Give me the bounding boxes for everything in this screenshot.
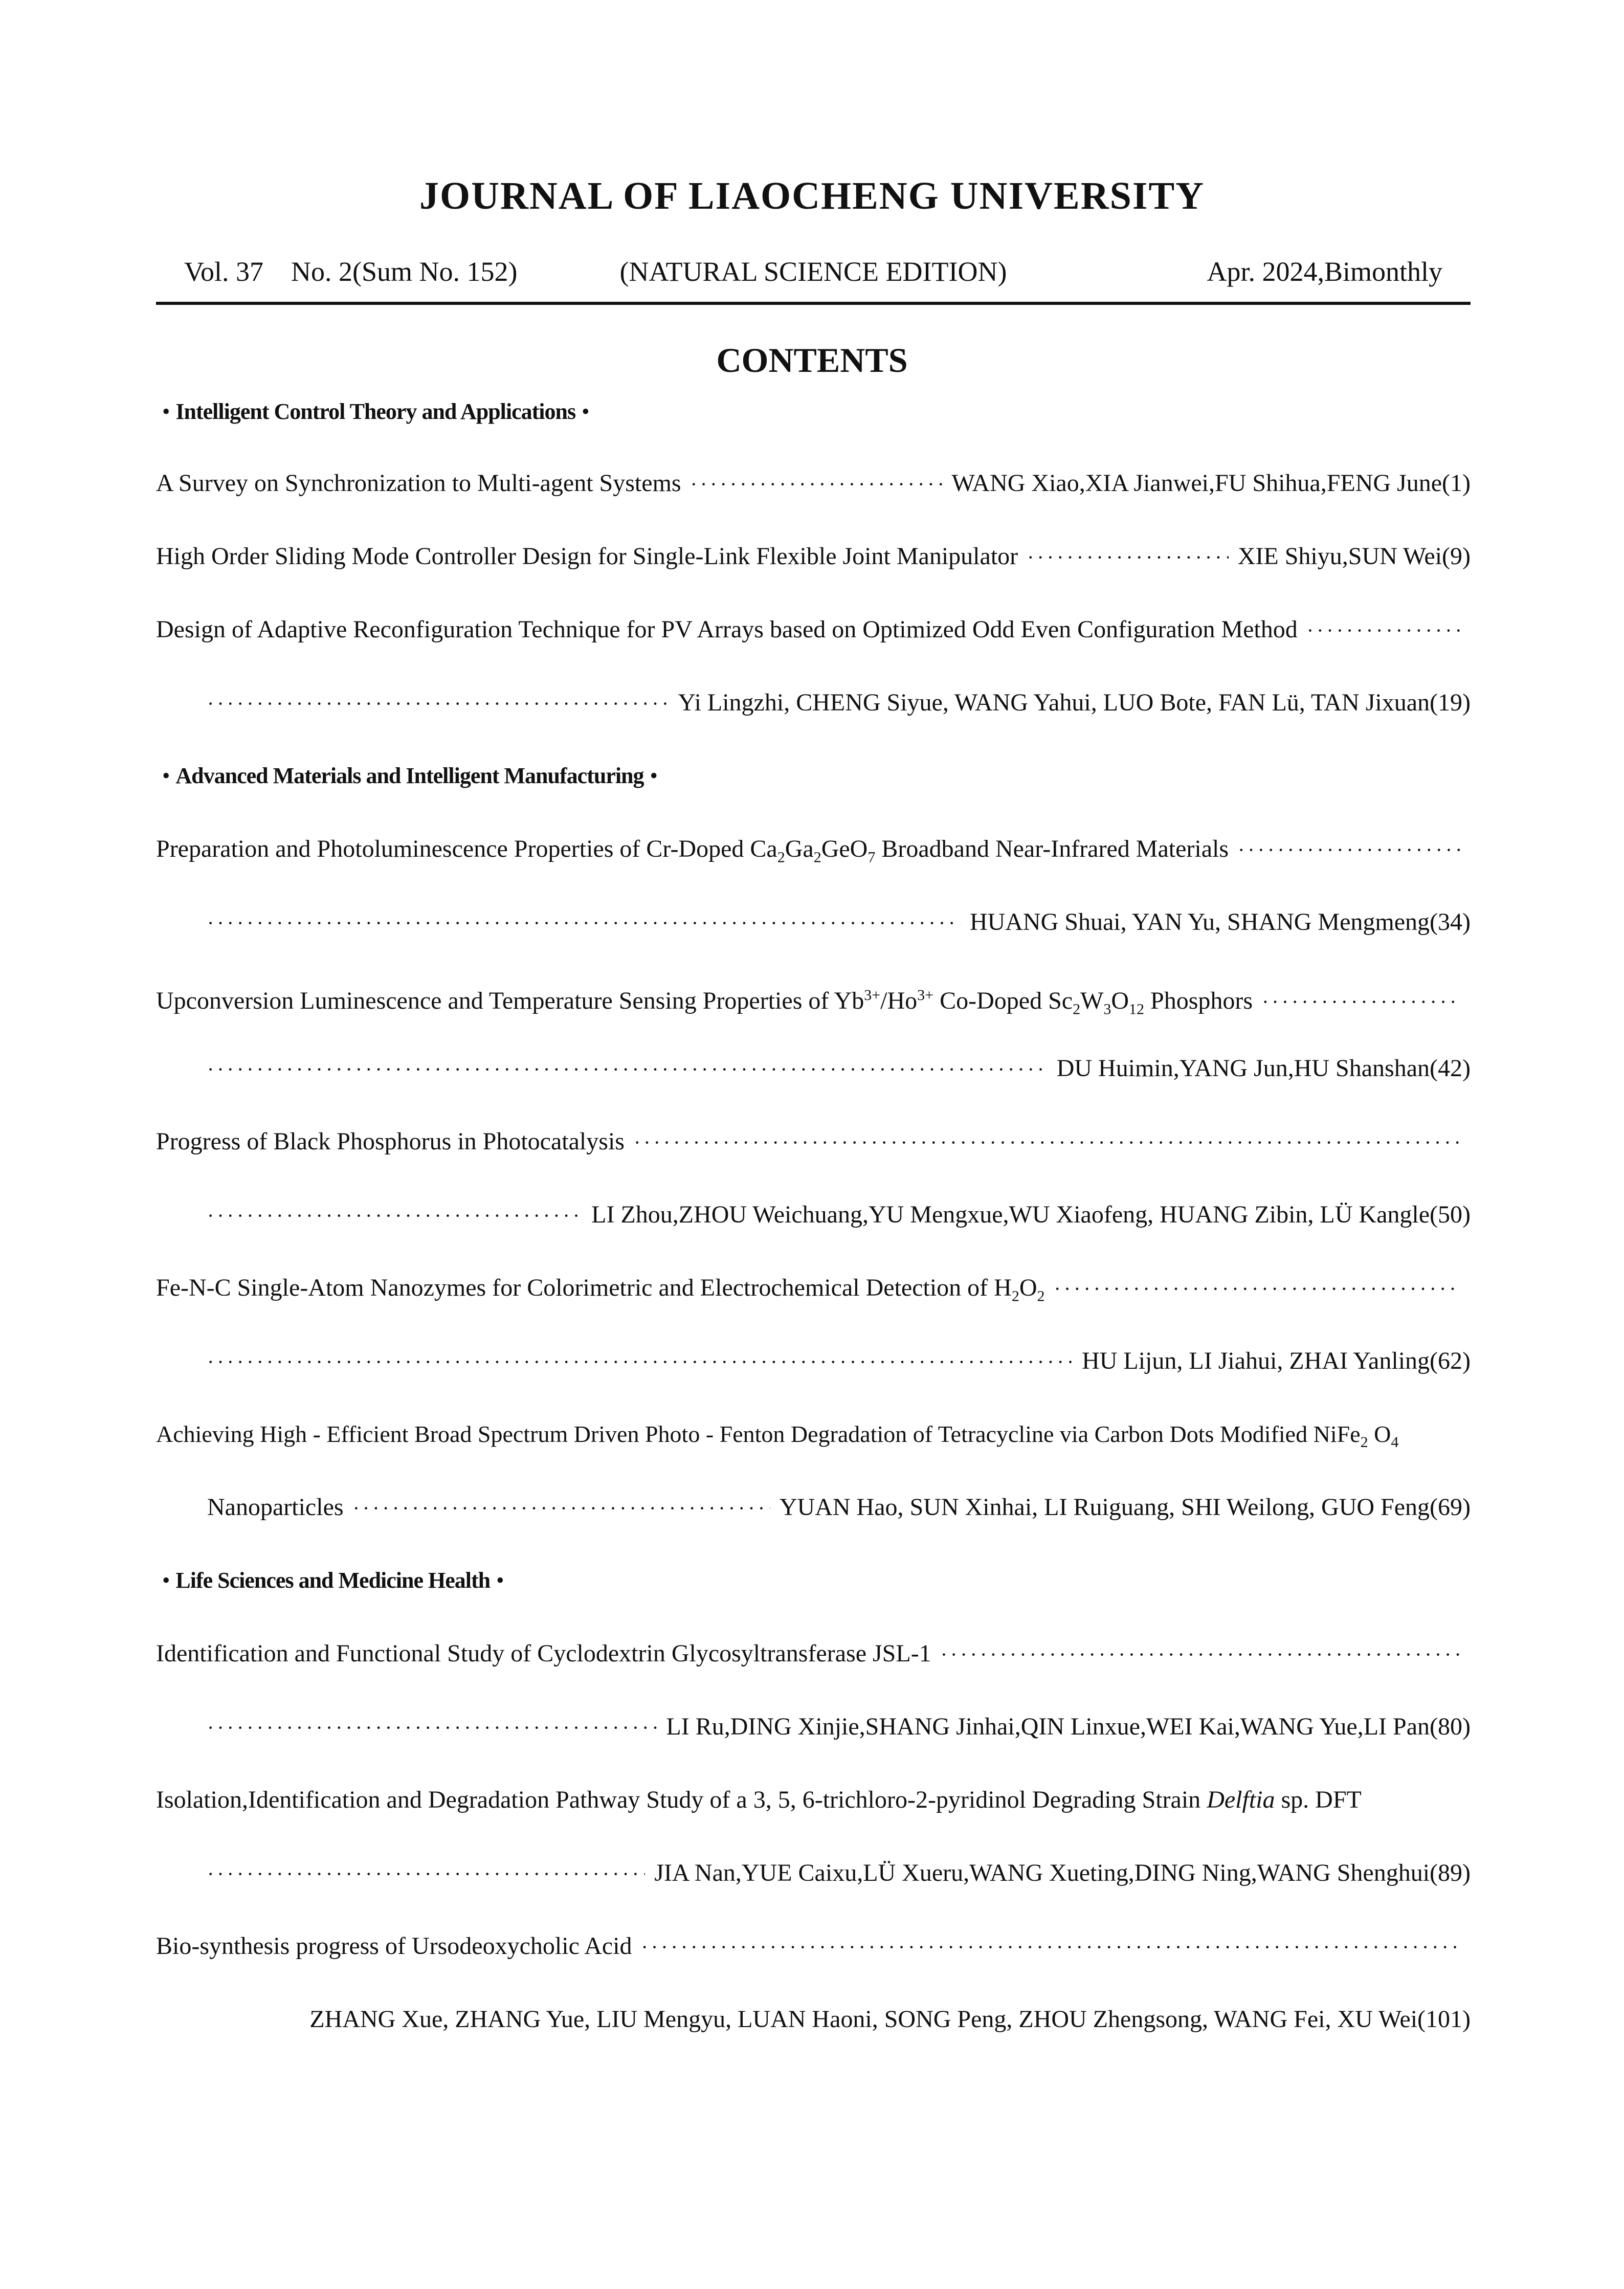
article-title: Preparation and Photoluminescence Properties of Cr-Doped $Ca_2Ga_2GeO_7$ Broadband Near-Infrared Materials [156,835,1229,866]
dot-leader [1027,537,1229,578]
dot-leader [207,683,669,724]
section-title: Advanced Materials and Intelligent Manufacturing [175,763,644,788]
dot-leader [353,1488,770,1529]
dot-leader [207,1342,1073,1383]
section-heading [156,755,1471,796]
section-title: Intelligent Control Theory and Applications [175,399,576,424]
section-heading [156,1560,1471,1601]
article-authors: YUAN Hao, SUN Xinhai, LI Ruiguang, SHI Weilong, GUO Feng(69) [779,1494,1471,1521]
article-title: Achieving High - Efficient Broad Spectrum Driven Photo - Fenton Degradation of Tetracycline via Carbon Dots Modified NiFe$_2$ $O_4$ [156,1421,1399,1451]
journal-title: JOURNAL OF LIAOCHENG UNIVERSITY [419,174,1205,217]
toc-entry[interactable] [156,1414,1471,1455]
article-authors: HU Lijun, LI Jiahui, ZHAI Yanling(62) [1082,1347,1471,1374]
contents-heading: CONTENTS [716,341,908,380]
bullet: • [162,763,170,788]
article-title: Progress of Black Phosphorus in Photocatalysis [156,1128,625,1155]
toc-entry[interactable] [156,463,1471,504]
issue-info-line [156,256,1471,294]
toc-entry[interactable] [156,975,1471,1016]
article-title: Isolation,Identification and Degradation Pathway Study of a 3, 5, 6-trichloro-2-pyridinol Degrading Strain Delftia sp. DFT [156,1786,1362,1813]
bullet: • [650,763,657,788]
article-authors: XIE Shiyu,SUN Wei(9) [1237,543,1471,570]
toc-entry[interactable] [156,1633,1471,1674]
article-title: Fe-N-C Single-Atom Nanozymes for Colorimetric and Electrochemical Detection of $H_2O_2$ [156,1274,1045,1305]
toc-entry[interactable] [156,1926,1471,1967]
article-authors: WANG Xiao,XIA Jianwei,FU Shihua,FENG June(1) [951,470,1471,497]
toc-entry-continuation [207,1194,1471,1235]
dot-leader [1054,1269,1462,1309]
dot-leader [207,1049,1048,1090]
dot-leader [641,1927,1461,1968]
article-title: Identification and Functional Study of Cyclodextrin Glycosyltransferase JSL-1 [156,1640,931,1667]
toc-entry-continuation [207,682,1471,723]
article-authors: LI Zhou,ZHOU Weichuang,YU Mengxue,WU Xiaofeng, HUANG Zibin, LÜ Kangle(50) [591,1201,1471,1228]
publication-date: Apr. 2024,Bimonthly [1207,256,1442,287]
dot-leader [1238,830,1461,871]
article-title: Design of Adaptive Reconfiguration Technique for PV Arrays based on Optimized Odd Even Configuration Method [156,616,1298,643]
bullet: • [496,1568,504,1593]
dot-leader [207,903,961,944]
dot-leader [1262,982,1461,1023]
article-title-continued: Nanoparticles [207,1494,344,1521]
toc-entry-continuation [207,1048,1471,1089]
article-authors: DU Huimin,YANG Jun,HU Shanshan(42) [1056,1055,1471,1082]
toc-entry-continuation [207,1706,1471,1747]
dot-leader [941,1634,1461,1675]
toc-entry-continuation [207,902,1471,943]
article-title: High Order Sliding Mode Controller Design for Single-Link Flexible Joint Manipulator [156,543,1018,570]
dot-leader [634,1122,1461,1163]
toc-entry-continuation [207,1853,1471,1894]
article-authors: JIA Nan,YUE Caixu,LÜ Xueru,WANG Xueting,DING Ning,WANG Shenghui(89) [654,1859,1471,1886]
article-title: Upconversion Luminescence and Temperature Sensing Properties of $Yb^{3+}/Ho^{3+}$ Co-Doped $Sc_2W_3O_{12}$ Phosphors [156,987,1253,1018]
edition-label: (NATURAL SCIENCE EDITION) [619,256,1007,287]
section-heading [156,391,1471,432]
header-divider [156,302,1471,305]
toc-entry[interactable] [156,829,1471,870]
toc-entry[interactable] [156,609,1471,650]
toc-entry[interactable] [156,1780,1471,1820]
volume-issue: Vol. 37 No. 2(Sum No. 152) [184,256,518,287]
toc-entry-continuation [207,1487,1471,1528]
article-title: Bio-synthesis progress of Ursodeoxycholic Acid [156,1932,632,1960]
toc-entry-continuation [207,1341,1471,1382]
section-title: Life Sciences and Medicine Health [175,1568,491,1593]
toc-entry[interactable] [156,536,1471,577]
toc-entry-continuation [192,1999,1471,2040]
article-authors: HUANG Shuai, YAN Yu, SHANG Mengmeng(34) [969,908,1471,936]
bullet: • [582,399,589,424]
dot-leader [207,1707,657,1748]
dot-leader [207,1195,582,1236]
bullet: • [162,1568,170,1593]
article-authors: LI Ru,DING Xinjie,SHANG Jinhai,QIN Linxue,WEI Kai,WANG Yue,LI Pan(80) [666,1713,1471,1740]
dot-leader [1307,610,1461,651]
dot-leader [691,464,943,505]
article-title: A Survey on Synchronization to Multi-agent Systems [156,470,681,497]
dot-leader [207,1854,645,1895]
toc-entry[interactable] [156,1268,1471,1308]
article-authors: Yi Lingzhi, CHENG Siyue, WANG Yahui, LUO Bote, FAN Lü, TAN Jixuan(19) [678,689,1471,716]
bullet: • [162,399,170,424]
toc-entry[interactable] [156,1121,1471,1162]
article-authors: ZHANG Xue, ZHANG Yue, LIU Mengyu, LUAN Haoni, SONG Peng, ZHOU Zhengsong, WANG Fei, XU Wei(101) [309,2006,1471,2033]
